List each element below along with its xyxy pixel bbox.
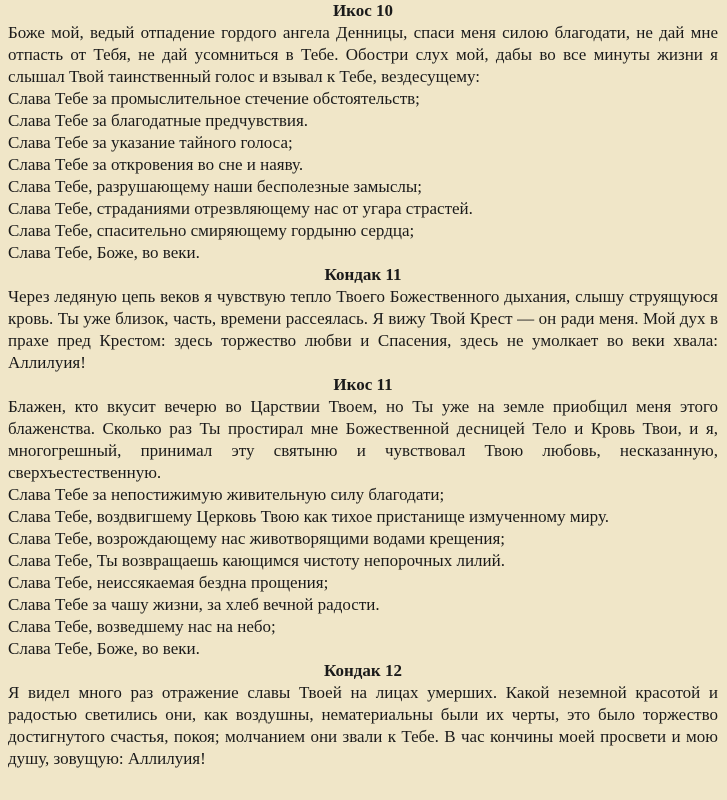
kondak-12-paragraph: Я видел много раз отражение славы Твоей на лицах умерших. Какой неземной красотой и радостью светились они, как воздушны, нематериальны были их черты, это было торжество достигнутого счастья, покоя; молчанием они звали к Тебе. В час кончины моей просвети и мою душу, зовущую: Аллилуия! [8,683,718,768]
glory-line: Слава Тебе за непостижимую живительную силу благодати; [8,485,445,504]
kondak-11-title: Кондак 11 [324,265,402,284]
glory-line: Слава Тебе, возведшему нас на небо; [8,617,276,636]
ikos-10-title: Икос 10 [332,1,394,20]
glory-line: Слава Тебе, разрушающему наши бесполезные замыслы; [8,177,423,196]
glory-line: Слава Тебе, воздвигшему Церковь Твою как тихое пристанище измученному миру. [8,507,610,526]
glory-line: Слава Тебе, Боже, во веки. [8,639,200,658]
glory-line: Слава Тебе, страданиями отрезвляющему нас от угара страстей. [8,199,473,218]
kondak-11-paragraph: Через ледяную цепь веков я чувствую тепло Твоего Божественного дыхания, слышу струящуюся кровь. Ты уже близок, часть, времени рассеялась. Я вижу Твой Крест — он ради меня. Мой дух в прахе пред Крестом: здесь торжество любви и Спасения, здесь не умолкает во веки хвала: Аллилуия! [8,287,718,372]
glory-line: Слава Тебе, Боже, во веки. [8,243,200,262]
ikos-11-glory-list [8,484,718,660]
glory-line: Слава Тебе за откровения во сне и наяву. [8,155,304,174]
glory-line: Слава Тебе, Ты возвращаешь кающимся чистоту непорочных лилий. [8,551,505,570]
ikos-10-paragraph: Боже мой, ведый отпадение гордого ангела Денницы, спаси меня силою благодати, не дай мне отпасть от Тебя, не дай усомниться в Тебе. Обостри слух мой, дабы во все минуты жизни я слышал Твой таинственный голос и взывал к Тебе, вездесущему: [8,23,718,86]
glory-line: Слава Тебе за промыслительное стечение обстоятельств; [8,89,420,108]
glory-line: Слава Тебе, возрождающему нас животворящими водами крещения; [8,529,506,548]
ikos-11-title: Икос 11 [333,375,393,394]
ikos-10-glory-list [8,88,718,264]
glory-line: Слава Тебе, неиссякаемая бездна прощения; [8,573,329,592]
kondak-12-title: Кондак 12 [324,661,402,680]
ikos-11-paragraph: Блажен, кто вкусит вечерю во Царствии Твоем, но Ты уже на земле приобщил меня этого блаженства. Сколько раз Ты простирал мне Божественной десницей Тело и Кровь Твои, и я, многогрешный, принимал эту святыню и чувствовал Твою любовь, несказанную, сверхъестественную. [8,397,718,482]
glory-line: Слава Тебе за указание тайного голоса; [8,133,293,152]
glory-line: Слава Тебе за чашу жизни, за хлеб вечной радости. [8,595,380,614]
glory-line: Слава Тебе за благодатные предчувствия. [8,111,309,130]
glory-line: Слава Тебе, спасительно смиряющему гордыню сердца; [8,221,415,240]
